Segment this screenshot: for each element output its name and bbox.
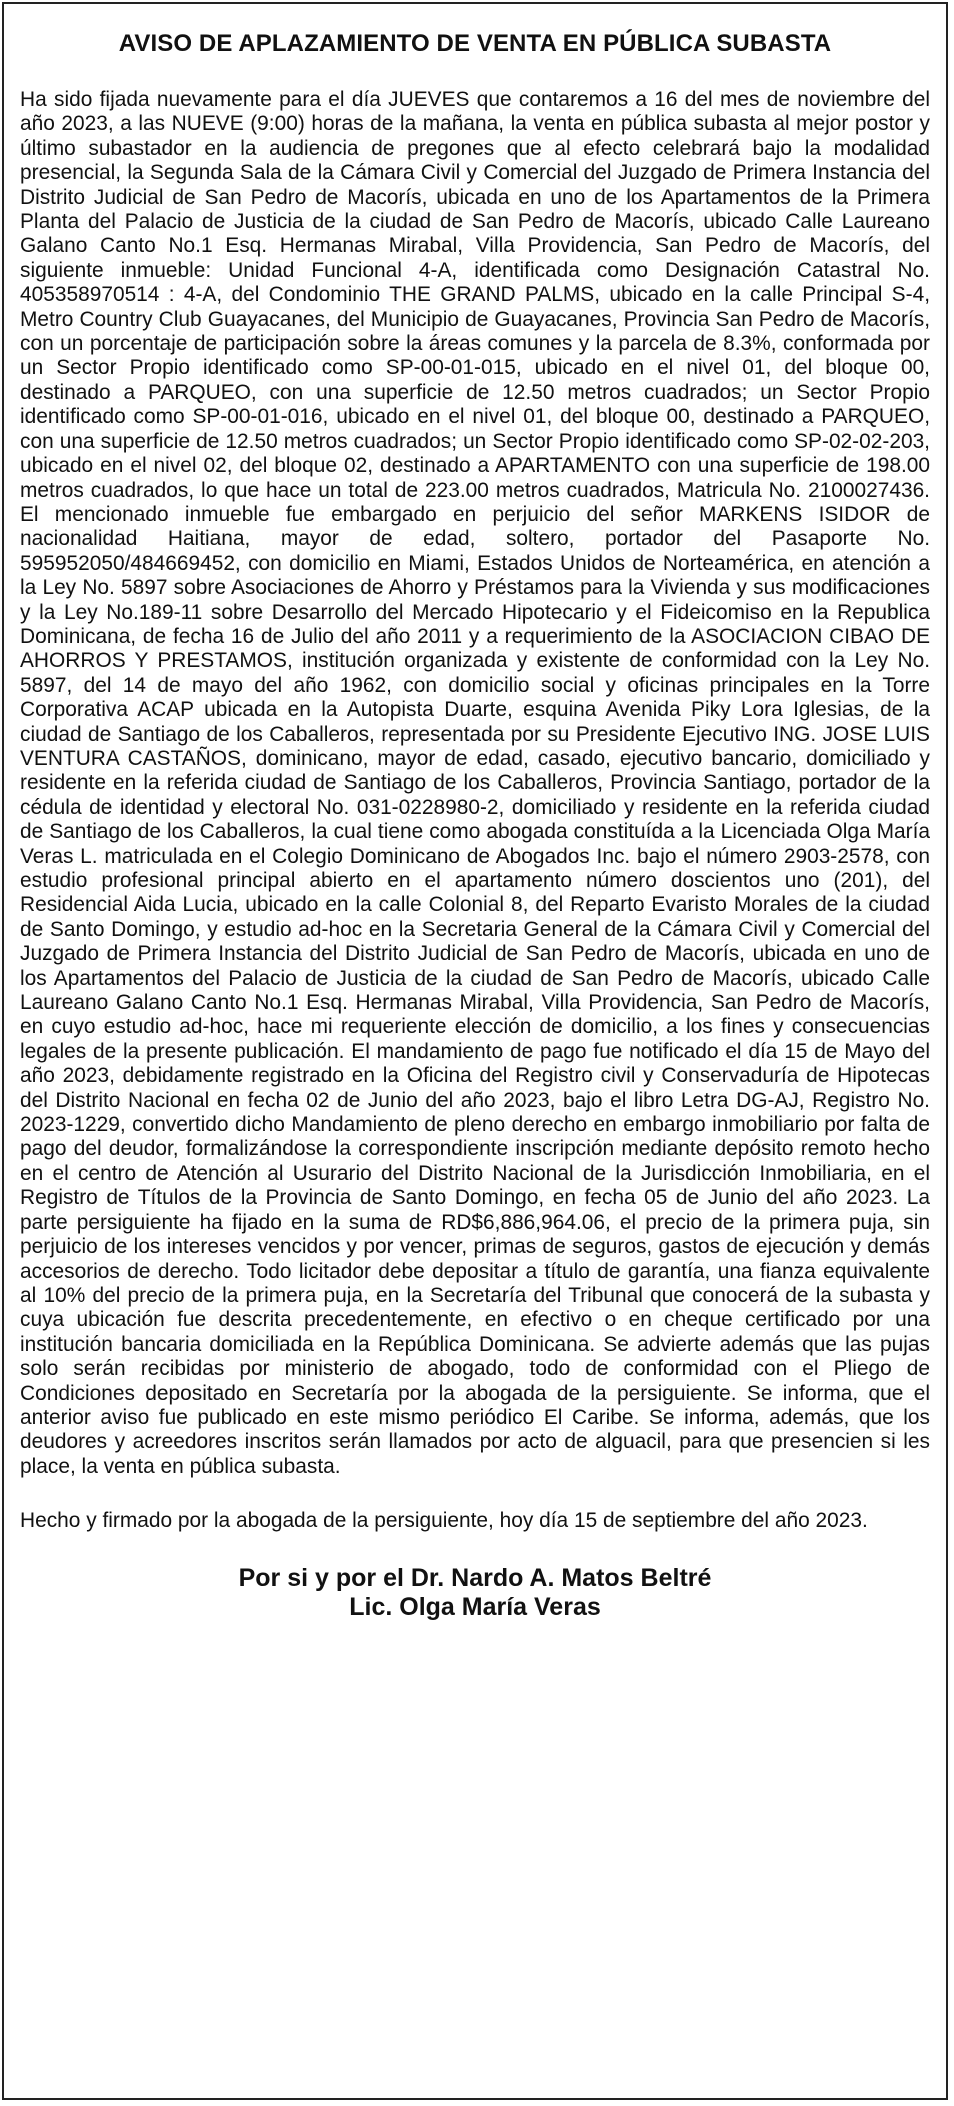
notice-frame — [2, 2, 948, 2100]
notice-body: Ha sido fijada nuevamente para el día JUEVES que contaremos a 16 del mes de noviembre del año 2023, a las NUEVE (9:00) horas de la mañana, la venta en pública subasta al mejor postor y último subastador en la audiencia de pregones que al efecto celebrará bajo la modalidad presencial, la Segunda Sala de la Cámara Civil y Comercial del Juzgado de Primera Instancia del Distrito Judicial de San Pedro de Macorís, ubicada en uno de los Apartamentos de la Primera Planta del Palacio de Justicia de la ciudad de San Pedro de Macorís, ubicado Calle Laureano Galano Canto No.1 Esq. Hermanas Mirabal, Villa Providencia, San Pedro de Macorís, del siguiente inmueble: Unidad Funcional 4-A, identificada como Designación Catastral No. 405358970514 : 4-A, del Condominio THE GRAND PALMS, ubicado en la calle Principal S-4, Metro Country Club Guayacanes, del Municipio de Guayacanes, Provincia San Pedro de Macorís, con un porcentaje de participación sobre la áreas comunes y la parcela de 8.3%, conformada por un Sector Propio identificado como SP-00-01-015, ubicado en el nivel 01, del bloque 00, destinado a PARQUEO, con una superficie de 12.50 metros cuadrados; un Sector Propio identificado como SP-00-01-016, ubicado en el nivel 01, del bloque 00, destinado a PARQUEO, con una superficie de 12.50 metros cuadrados; un Sector Propio identificado como SP-02-02-203, ubicado en el nivel 02, del bloque 02, destinado a APARTAMENTO con una superficie de 198.00 metros cuadrados, lo que hace un total de 223.00 metros cuadrados, Matricula No. 2100027436. El mencionado inmueble fue embargado en perjuicio del señor MARKENS ISIDOR de nacionalidad Haitiana, mayor de edad, soltero, portador del Pasaporte No. 595952050/484669452, con domicilio en Miami, Estados Unidos de Norteamérica, en atención a la Ley No. 5897 sobre Asociaciones de Ahorro y Préstamos para la Vivienda y sus modificaciones y la Ley No.189-11 sobre Desarrollo del Mercado Hipotecario y el Fideicomiso en la Republica Dominicana, de fecha 16 de Julio del año 2011 y a requerimiento de la ASOCIACION CIBAO DE AHORROS Y PRESTAMOS, institución organizada y existente de conformidad con la Ley No. 5897, del 14 de mayo del año 1962, con domicilio social y oficinas principales en la Torre Corporativa ACAP ubicada en la Autopista Duarte, esquina Avenida Piky Lora Iglesias, de la ciudad de Santiago de los Caballeros, representada por su Presidente Ejecutivo ING. JOSE LUIS VENTURA CASTAÑOS, dominicano, mayor de edad, casado, ejecutivo bancario, domiciliado y residente en la referida ciudad de Santiago de los Caballeros, Provincia Santiago, portador de la cédula de identidad y electoral No. 031-0228980-2, domiciliado y residente en la referida ciudad de Santiago de los Caballeros, la cual tiene como abogada constituída a la Licenciada Olga María Veras L. matriculada en el Colegio Dominicano de Abogados Inc. bajo el número 2903-2578, con estudio profesional principal abierto en el apartamento número doscientos uno (201), del Residencial Aida Lucia, ubicado en la calle Colonial 8, del Reparto Evaristo Morales de la ciudad de Santo Domingo, y estudio ad-hoc en la Secretaria General de la Cámara Civil y Comercial del Juzgado de Primera Instancia del Distrito Judicial de San Pedro de Macorís, ubicada en uno de los Apartamentos del Palacio de Justicia de la ciudad de San Pedro de Macorís, ubicado Calle Laureano Galano Canto No.1 Esq. Hermanas Mirabal, Villa Providencia, San Pedro de Macorís, en cuyo estudio ad-hoc, hace mi requeriente elección de domicilio, a los fines y consecuencias legales de la presente publicación. El mandamiento de pago fue notificado el día 15 de Mayo del año 2023, debidamente registrado en la Oficina del Registro civil y Conservaduría de Hipotecas del Distrito Nacional en fecha 02 de Junio del año 2023, bajo el libro Letra DG-AJ, Registro No. 2023-1229, convertido dicho Mandamiento de pleno derecho en embargo inmobiliario por falta de pago del deudor, formalizándose la correspondiente inscripción mediante depósito remoto hecho en el centro de Atención al Usurario del Distrito Nacional de la Jurisdicción Inmobiliaria, en el Registro de Títulos de la Provincia de Santo Domingo, en fecha 05 de Junio del año 2023. La parte persiguiente ha fijado en la suma de RD$6,886,964.06, el precio de la primera puja, sin perjuicio de los intereses vencidos y por vencer, primas de seguros, gastos de ejecución y demás accesorios de derecho. Todo licitador debe depositar a título de garantía, una fianza equivalente al 10% del precio de la primera puja, en la Secretaría del Tribunal que conocerá de la subasta y cuya ubicación fue descrita precedentemente, en efectivo o en cheque certificado por una institución bancaria domiciliada en la República Dominicana. Se advierte además que las pujas solo serán recibidas por ministerio de abogado, todo de conformidad con el Pliego de Condiciones depositado en Secretaría por la abogada de la persiguiente. Se informa, que el anterior aviso fue publicado en este mismo periódico El Caribe. Se informa, además, que los deudores y acreedores inscritos serán llamados por acto de alguacil, para que presencien si les place, la venta en pública subasta. — [20, 88, 930, 1478]
signature-line-2: Lic. Olga María Veras — [349, 1592, 601, 1621]
signature-block — [20, 1564, 930, 1622]
notice-closing: Hecho y firmado por la abogada de la persiguiente, hoy día 15 de septiembre del año 2023. — [20, 1509, 868, 1533]
notice-title: AVISO DE APLAZAMIENTO DE VENTA EN PÚBLICA SUBASTA — [118, 30, 832, 57]
signature-line-1: Por si y por el Dr. Nardo A. Matos Beltré — [238, 1563, 712, 1592]
notice-content — [20, 30, 930, 1622]
